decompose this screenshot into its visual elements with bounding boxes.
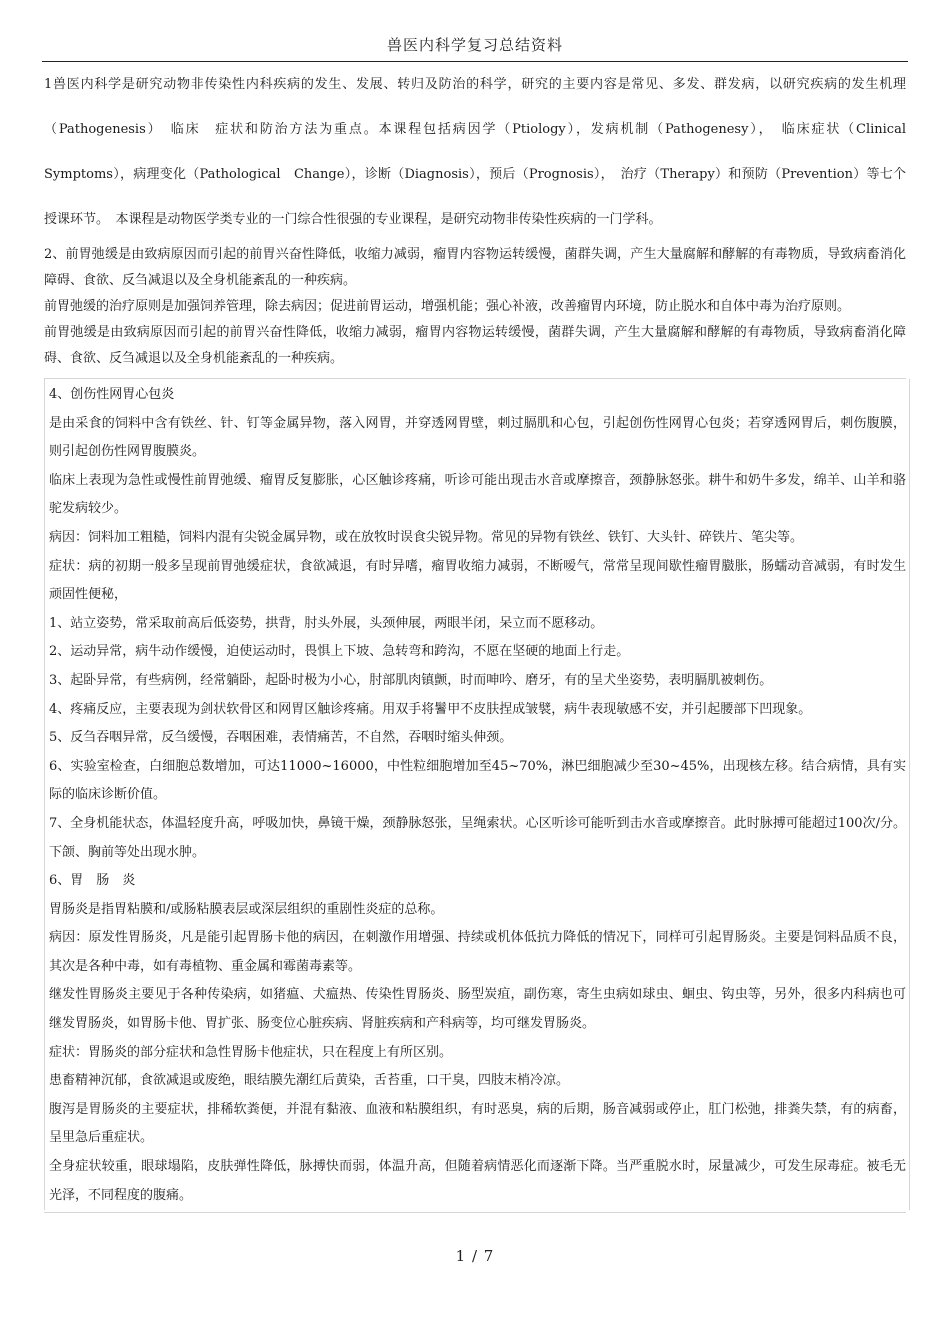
page-header	[42, 34, 908, 62]
page-number: 1 / 7	[455, 1247, 495, 1265]
section-4-box	[44, 378, 906, 1210]
list-item: 1、站立姿势，常采取前高后低姿势，拱背，肘头外展，头颈伸展，两眼半闭，呆立而不愿移动。	[49, 615, 604, 631]
list-item: 5、反刍吞咽异常，反刍缓慢，吞咽困难，表情痛苦，不自然，吞咽时缩头伸颈。	[49, 730, 513, 746]
paragraph-intro: 1兽医内科学是研究动物非传染性内科疾病的发生、发展、转归及防治的科学，研究的主要内容是常见、多发、群发病，以研究疾病的发生机理（Pathogenesis） 临床 症状和防治方法为重点。本课程包括病因学（Ptiology），发病机制（Pathogenesy）， 临床症状（Clinical Symptoms），病理变化（Pathological Change），诊断（Diagnosis），预后（Prognosis）， 治疗（Therapy）和预防（Prevention）等七个授课环节。 本课程是动物医学类专业的一门综合性很强的专业课程，是研究动物非传染性疾病的一门学科。	[44, 77, 920, 227]
paragraph: 症状：胃肠炎的部分症状和急性胃肠卡他症状，只在程度上有所区别。	[49, 1044, 453, 1060]
paragraph: 前胃弛缓的治疗原则是加强饲养管理，除去病因；促进前胃运动，增强机能；强心补液，改善瘤胃内环境，防止脱水和自体中毒为治疗原则。	[44, 299, 851, 314]
section-heading: 4、创伤性网胃心包炎	[49, 387, 175, 402]
paragraph: 患畜精神沉郁，食欲减退或废绝，眼结膜先潮红后黄染，舌苔重，口干臭，四肢末梢冷凉。	[49, 1073, 570, 1089]
paragraph: 症状：病的初期一般多呈现前胃弛缓症状，食欲减退，有时异嗜，瘤胃收缩力减弱，不断嗳气，常常呈现间歇性瘤胃臌胀，肠蠕动音减弱，有时发生顽固性便秘，	[49, 558, 906, 603]
list-item: 6、实验室检查，白细胞总数增加，可达11000~16000，中性粒细胞增加至45~70%，淋巴细胞减少至30~45%，出现核左移。结合病情，具有实际的临床诊断价值。	[49, 758, 906, 803]
paragraph: 胃肠炎是指胃粘膜和/或肠粘膜表层或深层组织的重剧性炎症的总称。	[49, 901, 444, 917]
paragraph: 是由采食的饲料中含有铁丝、针、钉等金属异物，落入网胃，并穿透网胃壁，刺过膈肌和心包，引起创伤性网胃心包炎；若穿透网胃后，刺伤腹膜，则引起创伤性网胃腹膜炎。	[49, 415, 906, 460]
paragraph: 全身症状较重，眼球塌陷，皮肤弹性降低，脉搏快而弱，体温升高，但随着病情恶化而逐渐下降。当严重脱水时，尿量减少，可发生尿毒症。被毛无光泽，不同程度的腹痛。	[49, 1159, 906, 1203]
paragraph: 继发性胃肠炎主要见于各种传染病，如猪瘟、犬瘟热、传染性胃肠炎、肠型炭疽，副伤寒，寄生虫病如球虫、蛔虫、钩虫等，另外，很多内科病也可继发胃肠炎，如胃肠卡他、胃扩张、肠变位心脏疾病、肾脏疾病和产科病等，均可继发胃肠炎。	[49, 987, 906, 1032]
paragraph: 病因：饲料加工粗糙，饲料内混有尖锐金属异物，或在放牧时误食尖锐异物。常见的异物有铁丝、铁钉、大头针、碎铁片、笔尖等。	[49, 529, 804, 545]
bottom-divider	[44, 1212, 906, 1213]
paragraph: 病因：原发性胃肠炎，凡是能引起胃肠卡他的病因，在刺激作用增强、持续或机体低抗力降低的情况下，同样可引起胃肠炎。主要是饲料品质不良，其次是各种中毒，如有毒植物、重金属和霉菌毒素等。	[49, 930, 906, 974]
page-footer	[0, 1247, 950, 1265]
list-item: 2、运动异常，病牛动作缓慢，迫使运动时，畏惧上下坡、急转弯和跨沟，不愿在坚硬的地面上行走。	[49, 644, 630, 660]
list-item: 4、疼痛反应，主要表现为剑状软骨区和网胃区触诊疼痛。用双手将鬐甲不皮肤捏成皱襞，病牛表现敏感不安，并引起腰部下凹现象。	[49, 701, 812, 717]
paragraph: 2、前胃弛缓是由致病原因而引起的前胃兴奋性降低，收缩力减弱，瘤胃内容物运转缓慢，菌群失调，产生大量腐解和酵解的有毒物质，导致病畜消化障碍、食欲、反刍减退以及全身机能紊乱的一种疾病。	[44, 247, 906, 288]
paragraph: 前胃弛缓是由致病原因而引起的前胃兴奋性降低，收缩力减弱，瘤胃内容物运转缓慢，菌群失调，产生大量腐解和酵解的有毒物质，导致病畜消化障碍、食欲、反刍减退以及全身机能紊乱的一种疾病。	[44, 325, 906, 366]
section-heading: 6、胃 肠 炎	[49, 873, 136, 889]
document-body	[44, 62, 920, 1210]
list-item: 3、起卧异常，有些病例，经常躺卧，起卧时极为小心，肘部肌肉镇颤，时而呻吟、磨牙，有的呈犬坐姿势，表明膈肌被刺伤。	[49, 672, 773, 688]
list-item: 7、全身机能状态，体温轻度升高，呼吸加快，鼻镜干燥，颈静脉怒张，呈绳索状。心区听诊可能听到击水音或摩擦音。此时脉搏可能超过100次/分。下颌、胸前等处出现水肿。	[49, 815, 906, 860]
paragraph: 临床上表现为急性或慢性前胃弛缓、瘤胃反复膨胀，心区触诊疼痛，听诊可能出现击水音或摩擦音，颈静脉怒张。耕牛和奶牛多发，绵羊、山羊和骆驼发病较少。	[49, 472, 906, 517]
document-title: 兽医内科学复习总结资料	[386, 36, 563, 54]
paragraph: 腹泻是胃肠炎的主要症状，排稀软粪便，并混有黏液、血液和粘膜组织，有时恶臭，病的后期，肠音减弱或停止，肛门松弛，排粪失禁，有的病畜，呈里急后重症状。	[49, 1101, 906, 1146]
section-2	[44, 242, 906, 372]
